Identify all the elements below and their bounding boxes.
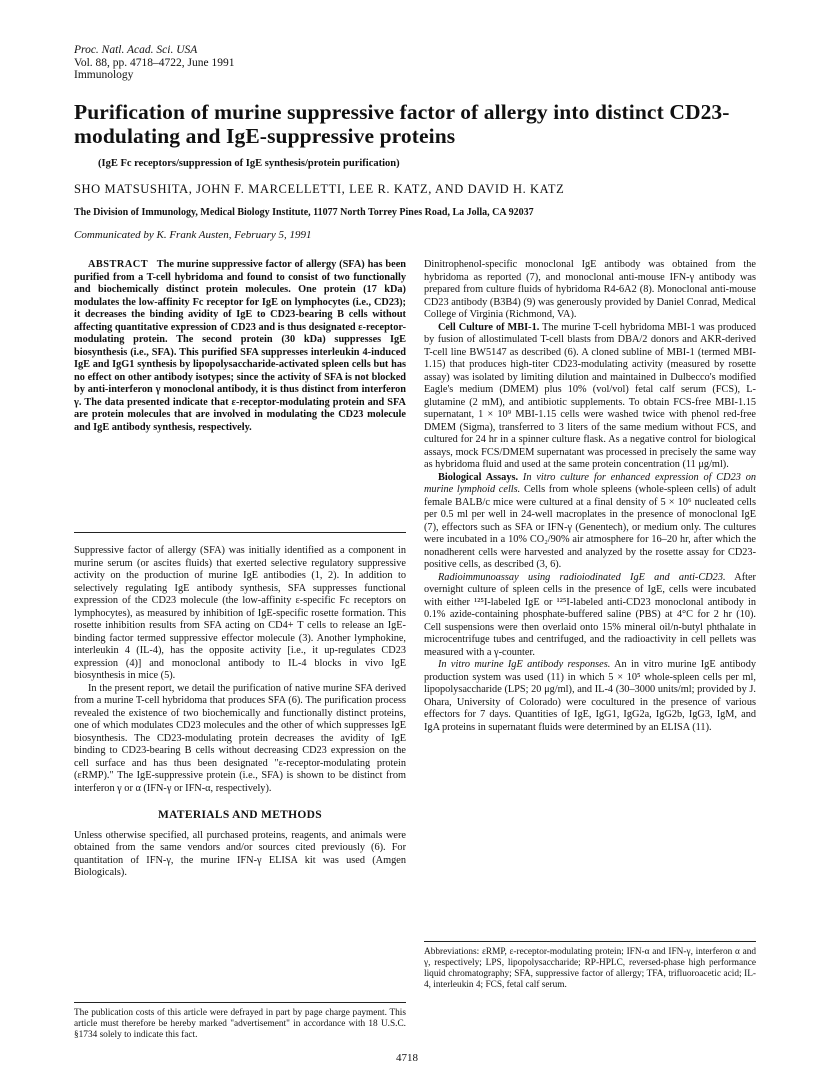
methods-paragraph: Cells from whole spleens (whole-spleen cells) of adult female BALB/c mice were cultured at a final density of 5 × 10⁶ nucleated cells per 0.5 ml per well in 24-well macroplates in the presence of monoclonal IgE (7), effectors such as SFA or IFN-γ (Genentech), or medium only. The cultures were incubated in a 10% CO₂/90% air atmosphere for 16–20 hr, after which the nonadherent cells were harvested and analyzed by the rosette assay for CD23-positive cells, as described (3, 6). [424,484,756,570]
abbreviations: Abbreviations: εRMP, ε-receptor-modulating protein; IFN-α and IFN-γ, interferon α and γ, respectively; LPS, lipopolysaccharide; RP-HPLC, reversed-phase high performance liquid chromatography; SFA, suppressive factor of allergy; TFA, trifluoroacetic acid; IL-4, interleukin 4; FCS, fetal calf serum. [424,947,756,990]
subsection-subheading: In vitro murine IgE antibody responses. [438,659,611,670]
abstract-label: ABSTRACT [88,259,149,270]
section-heading: MATERIALS AND METHODS [158,809,322,821]
subsection-heading: Biological Assays. [438,471,519,483]
affiliation: The Division of Immunology, Medical Biology Institute, 11077 North Torrey Pines Road, La Jolla, CA 92037 [74,207,534,218]
paper-title: Purification of murine suppressive factor of allergy into distinct CD23-modulating and IgE-suppressive proteins [74,100,730,148]
journal-name: Proc. Natl. Acad. Sci. USA [74,44,198,56]
authors: SHO MATSUSHITA, JOHN F. MARCELLETTI, LEE R. KATZ, AND DAVID H. KATZ [74,182,565,196]
methods-paragraph: Unless otherwise specified, all purchased proteins, reagents, and animals were obtained from the same vendors and/or sources cited previously (6). For quantitation of IFN-γ, the murine IFN-γ ELISA kit was used (Amgen Biologicals). [74,829,406,878]
communicated-by: Communicated by K. Frank Austen, February 5, 1991 [74,229,312,241]
abstract-text: The murine suppressive factor of allergy (SFA) has been purified from a T-cell hybridoma and found to consist of two functionally and biochemically distinct protein molecules. One protein (17 kDa) modulates the low-affinity Fc receptor for IgE on lymphocytes (i.e., CD23); it decreases the binding avidity of IgE to CD23-bearing B cells without affecting quantitative expression of CD23 and is thus designated ε-receptor-modulating protein. The second protein (30 kDa) suppresses IgE biosynthesis (i.e., SFA). This purified SFA suppresses interleukin 4-induced IgE and IgG1 synthesis by lipopolysaccharide-activated spleen cells but has no effect on other antibody isotypes; since the activity of SFA is not blocked by anti-interferon γ monoclonal antibody, it is thus distinct from interferon γ. The data presented indicate that ε-receptor-modulating protein and SFA are protein molecules that are involved in modulating the CD23 molecule and IgE antibody synthesis, respectively. [74,259,406,433]
methods-paragraph: The murine T-cell hybridoma MBI-1 was produced by fusion of allostimulated T-cell blasts from DBA/2 donors and AKR-derived T-cell line BW5147 as described (6). A cloned subline of MBI-1 (termed MBI-1.15) that produces high-titer CD23-modulating activity (measured by rosette assay) was isolated by limiting dilution and maintained in Dulbecco's modified Eagle's medium (DMEM) plus 10% (vol/vol) fetal calf serum (FCS), L-glutamine (2 mM), and antibiotic supplements. To obtain FCS-free MBI-1.15 supernatant, 1 × 10⁹ MBI-1.15 cells were washed twice with phenol red-free DMEM (Sigma), transferred to 3 liters of the same medium without FCS, and cultured for 24 hr in a spinner culture flask. As a negative control for biological assays, mock FCS/DMEM supernatant was processed in precisely the same way as hybridoma fluid and used at the same protein concentration (11 μg/ml). [424,321,756,470]
footnote-divider [74,1002,406,1003]
intro-paragraph: In the present report, we detail the purification of native murine SFA derived from a murine T-cell hybridoma that produces SFA (6). The purification process revealed the existence of two biochemically and functionally distinct proteins, one of which modulates CD23 molecules and the other of which suppresses IgE biosynthesis. The CD23-modulating protein decreases the avidity of IgE binding to CD23-bearing B cells without decreasing CD23 expression on the cell surface and has thus been designated "ε-receptor-modulating protein (εRMP)." The IgE-suppressive protein (i.e., SFA) is shown to be distinct from interferon γ or α (IFN-γ or IFN-α, respectively). [74,682,406,794]
keywords: (IgE Fc receptors/suppression of IgE synthesis/protein purification) [98,158,400,169]
page-number: 4718 [396,1052,418,1064]
methods-paragraph: An in vitro murine IgE antibody production system was used (11) in which 5 × 10⁵ whole-spleen cells per ml, lipopolysaccharide (LPS; 20 μg/ml), and IL-4 (30–3000 units/ml; provided by J. Ohara, University of Colorado) were cocultured in the presence of various effectors for 7 days. Quantities of IgE, IgG1, IgG2a, IgG2b, IgG3, IgM, and IgA proteins in supernatant fluids were determined by an ELISA (11). [424,659,756,733]
intro-paragraph: Suppressive factor of allergy (SFA) was initially identified as a component in murine serum (or ascites fluids) that exerted selective regulatory suppressive activity on the production of murine IgE antibodies (1, 2). In addition to selectively regulating IgE antibody synthesis, SFA suppresses functional expression of the CD23 molecule (the low-affinity ε-specific Fc receptors on lymphocytes), as measured by inhibition of IgE-specific rosette formation. This rosette inhibition results from SFA acting on CD4+ T cells to release an IgE-binding factor termed suppressive effector molecule (3). Another lymphokine, interleukin 4 (IL-4), has the opposite activity [i.e., it up-regulates CD23 expression (4)] and monoclonal antibody to IL-4 blocks in vivo IgE biosynthesis in mice (5). [74,545,406,681]
left-column [74,545,406,880]
abstract [74,259,406,434]
methods-paragraph: After overnight culture of spleen cells in the presence of IgE, cells were incubated with either ¹²⁵I-labeled IgE or ¹²⁵I-labeled anti-CD23 monoclonal antibody in 0.1% azide-containing phosphate-buffered saline (PBS) at 4°C for 2 hr (10). Cell suspensions were then overlaid onto 15% mineral oil/n-butyl phthalate in microcentrifuge tubes and centrifuged, and the radioactivity in cell pellets was measured with a γ-counter. [424,571,756,658]
journal-volume: Vol. 88, pp. 4718–4722, June 1991 [74,56,235,69]
subsection-subheading: Radioimmunoassay using radioiodinated IgE and anti-CD23. [438,571,726,583]
right-column [424,259,756,734]
footnote: The publication costs of this article were defrayed in part by page charge payment. This article must therefore be hereby marked "advertisement" in accordance with 18 U.S.C. §1734 solely to indicate this fact. [74,1008,406,1040]
abbreviations-divider [424,941,756,942]
journal-header [74,44,234,82]
journal-section: Immunology [74,69,134,81]
subsection-heading: Cell Culture of MBI-1. [438,321,540,333]
subsection-subheading: In vitro culture for enhanced expression of CD23 on murine lymphoid cells. [424,471,757,495]
abstract-divider [74,532,406,533]
methods-paragraph: Dinitrophenol-specific monoclonal IgE antibody was obtained from the hybridoma as reported (7), and monoclonal anti-mouse IFN-γ antibody was prepared from culture fluids of hybridoma R4-6A2 (8). Monoclonal anti-mouse CD23 antibody (B3B4) (9) was generously provided by Daniel Conrad, Medical College of Virginia (Richmond, VA). [424,259,756,320]
